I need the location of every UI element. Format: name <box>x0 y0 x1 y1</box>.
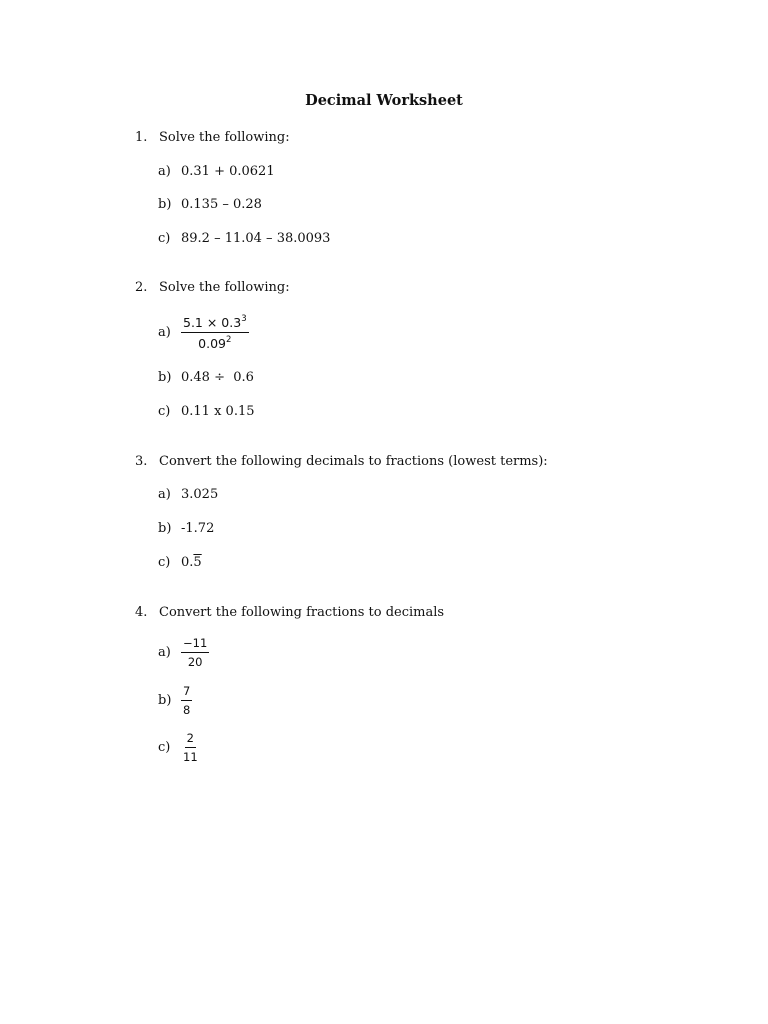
item-label: b) <box>158 521 172 536</box>
question-2 <box>135 280 290 295</box>
question-3-item-b <box>158 521 214 536</box>
repeating-digit: 5 <box>193 555 202 570</box>
question-number: 4. <box>135 605 148 620</box>
item-label: a) <box>158 164 171 179</box>
question-text: Convert the following fractions to decimals <box>159 605 445 620</box>
item-label: b) <box>158 197 172 212</box>
item-label: b) <box>158 693 172 708</box>
item-expression: 89.2 – 11.04 – 38.0093 <box>181 231 331 246</box>
question-1-item-b <box>158 197 262 212</box>
question-4-item-c <box>158 731 200 764</box>
question-3-item-a <box>158 487 218 502</box>
item-expression: 0.48 ÷ 0.6 <box>181 370 254 385</box>
question-text: Solve the following: <box>159 130 290 145</box>
fraction <box>181 636 209 669</box>
item-label: a) <box>158 487 171 502</box>
worksheet-title: Decimal Worksheet <box>305 92 463 109</box>
item-expression <box>181 555 202 570</box>
item-label: a) <box>158 325 171 340</box>
item-label: c) <box>158 404 171 419</box>
fraction-denominator <box>196 333 233 351</box>
question-1 <box>135 130 290 145</box>
question-2-item-b <box>158 370 254 385</box>
fraction-numerator <box>181 314 249 333</box>
fraction-denominator: 8 <box>183 703 191 717</box>
question-number: 2. <box>135 280 148 295</box>
denominator-exponent: 2 <box>226 335 232 345</box>
item-label: b) <box>158 370 172 385</box>
item-expression: 0.135 – 0.28 <box>181 197 262 212</box>
numerator-base: 5.1 × 0.3 <box>183 315 242 330</box>
item-expression: 0.31 + 0.0621 <box>181 164 275 179</box>
question-1-item-a <box>158 164 275 179</box>
decimal-base: 0. <box>181 555 194 570</box>
item-label: c) <box>158 555 171 570</box>
item-label: a) <box>158 645 171 660</box>
item-expression: 3.025 <box>181 487 219 502</box>
fraction <box>181 731 200 764</box>
denominator-base: 0.09 <box>198 336 227 351</box>
fraction-numerator: −11 <box>181 636 209 653</box>
fraction-numerator: 2 <box>185 731 196 748</box>
question-2-item-a <box>158 314 249 351</box>
numerator-exponent: 3 <box>241 314 247 324</box>
fraction-denominator: 20 <box>187 655 203 669</box>
question-text: Convert the following decimals to fractions (lowest terms): <box>159 454 548 469</box>
fraction-numerator: 7 <box>181 684 192 701</box>
question-number: 3. <box>135 454 148 469</box>
question-2-item-c <box>158 404 255 419</box>
question-3-item-c <box>158 555 202 570</box>
question-4 <box>135 605 444 620</box>
question-3 <box>135 454 548 469</box>
fraction <box>181 314 249 351</box>
question-text: Solve the following: <box>159 280 290 295</box>
question-4-item-a <box>158 636 209 669</box>
question-4-item-b <box>158 684 192 717</box>
item-expression: -1.72 <box>181 521 215 536</box>
fraction-denominator: 11 <box>183 750 198 764</box>
item-expression: 0.11 x 0.15 <box>181 404 255 419</box>
fraction <box>181 684 192 717</box>
question-1-item-c <box>158 231 330 246</box>
item-label: c) <box>158 740 171 755</box>
question-number: 1. <box>135 130 148 145</box>
item-label: c) <box>158 231 171 246</box>
